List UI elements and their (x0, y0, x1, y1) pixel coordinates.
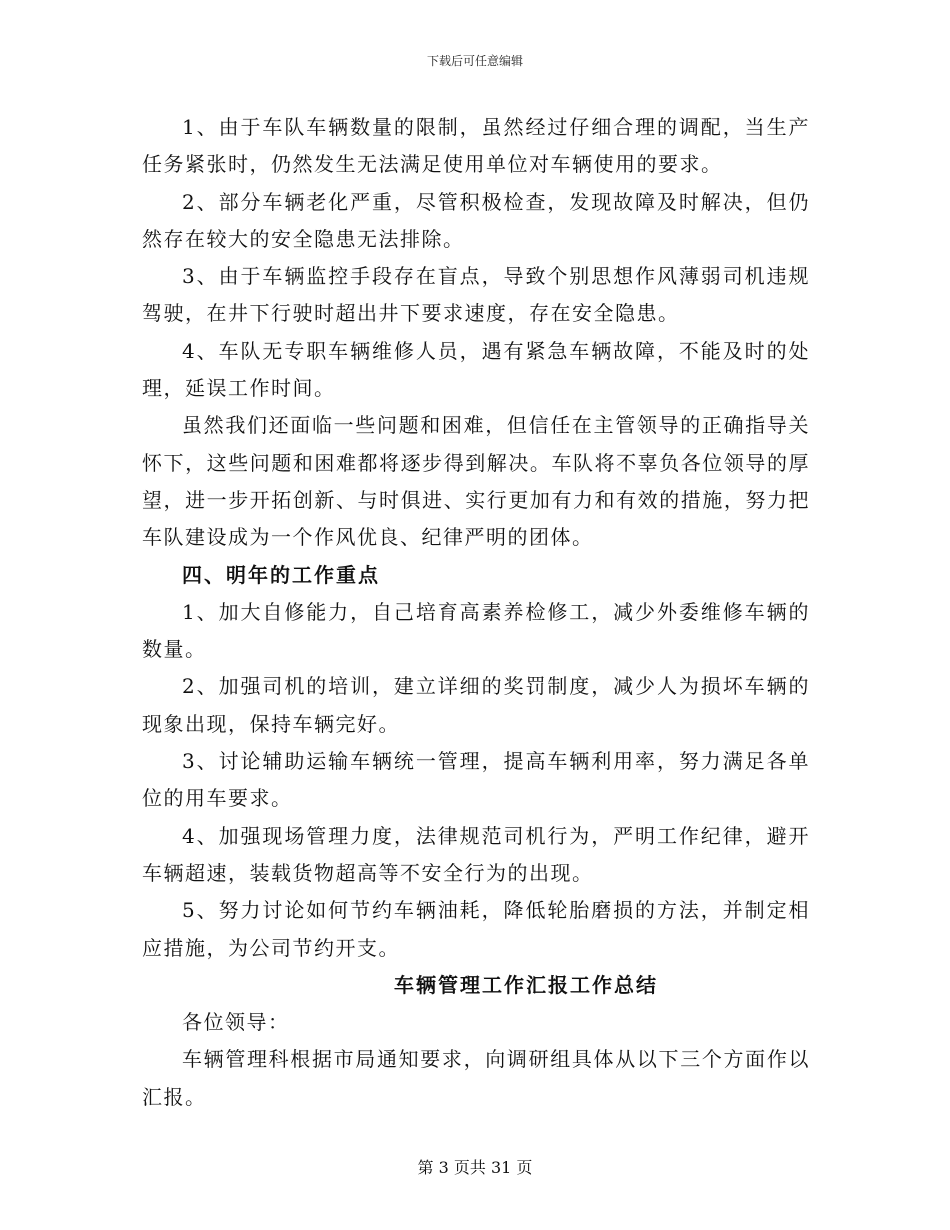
paragraph: 2、部分车辆老化严重，尽管积极检查，发现故障及时解决，但仍然存在较大的安全隐患无法排除。 (142, 189, 810, 251)
report-title: 车辆管理工作汇报工作总结 (394, 972, 658, 997)
page-header: 下载后可任意编辑 (426, 54, 523, 68)
list-item: 2、加强司机的培训，建立详细的奖罚制度，减少人为损坏车辆的现象出现，保持车辆完好。 (142, 674, 810, 736)
page-number: 第 3 页共 31 页 (417, 1158, 533, 1177)
list-item: 5、努力讨论如何节约车辆油耗，降低轮胎磨损的方法，并制定相应措施，为公司节约开支。 (142, 898, 810, 960)
intro-paragraph: 车辆管理科根据市局通知要求，向调研组具体从以下三个方面作以汇报。 (142, 1047, 810, 1109)
document-body (142, 109, 810, 1116)
paragraph: 4、车队无专职车辆维修人员，遇有紧急车辆故障，不能及时的处理，延误工作时间。 (142, 338, 810, 401)
list-item: 3、讨论辅助运输车辆统一管理，提高车辆利用率，努力满足各单位的用车要求。 (142, 749, 810, 811)
paragraph: 1、由于车队车辆数量的限制，虽然经过仔细合理的调配，当生产任务紧张时，仍然发生无法满足使用单位对车辆使用的要求。 (142, 115, 810, 177)
paragraph: 虽然我们还面临一些问题和困难，但信任在主管领导的正确指导关怀下，这些问题和困难都将逐步得到解决。车队将不辜负各位领导的厚望，进一步开拓创新、与时俱进、实行更加有力和有效的措施，努力把车队建设成为一个作风优良、纪律严明的团体。 (142, 413, 810, 550)
salutation: 各位领导： (182, 1010, 290, 1035)
paragraph: 3、由于车辆监控手段存在盲点，导致个别思想作风薄弱司机违规驾驶，在井下行驶时超出井下要求速度，存在安全隐患。 (142, 264, 810, 326)
section-heading: 四、明年的工作重点 (182, 562, 380, 587)
list-item: 4、加强现场管理力度，法律规范司机行为，严明工作纪律，避开车辆超速，装载货物超高等不安全行为的出现。 (142, 823, 810, 885)
list-item: 1、加大自修能力，自己培育高素养检修工，减少外委维修车辆的数量。 (142, 599, 810, 662)
